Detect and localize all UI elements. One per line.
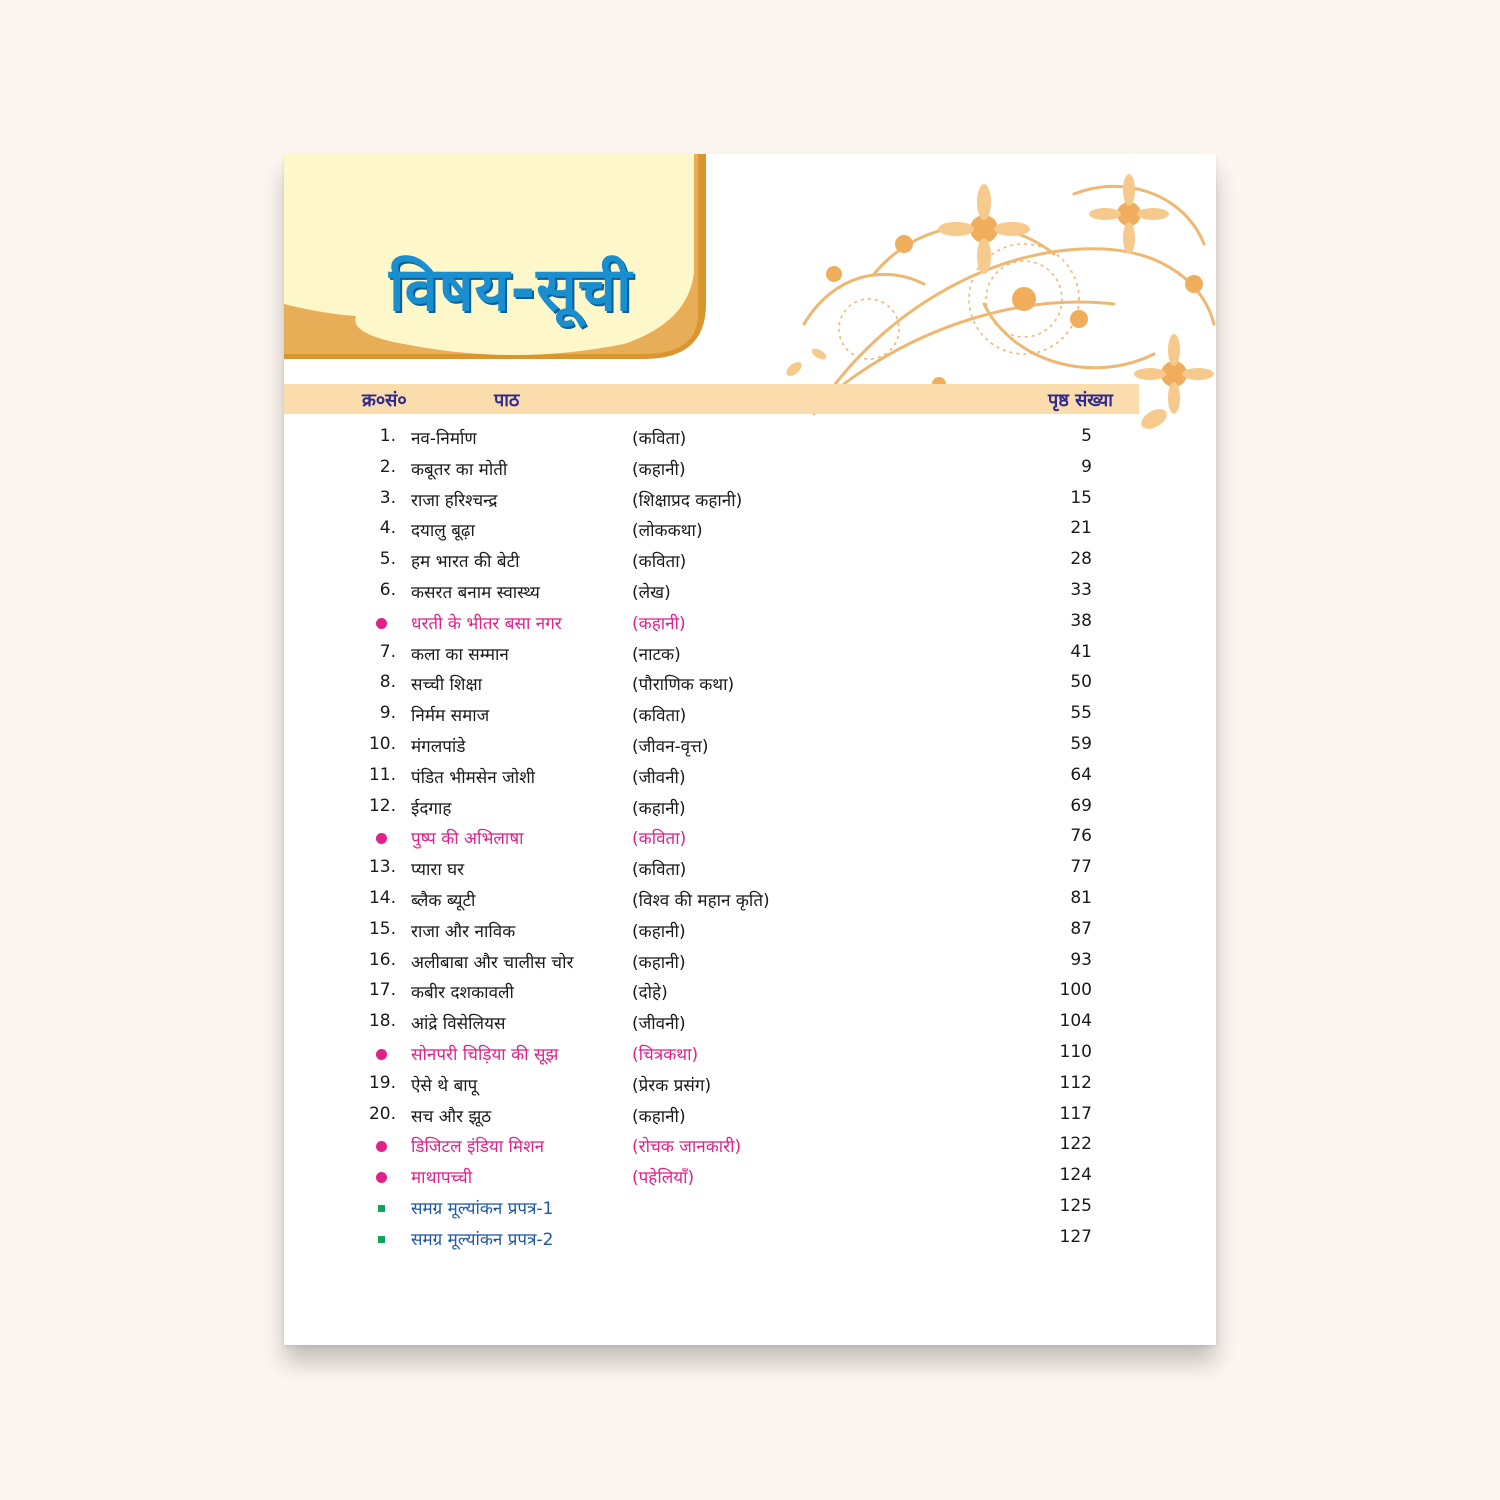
bullet-square-icon xyxy=(378,1236,385,1243)
row-genre: (पहेलियाँ) xyxy=(632,1168,695,1189)
row-title: आंद्रे विसेलियस xyxy=(411,1014,506,1035)
row-page: 76 xyxy=(1070,826,1092,847)
row-title: प्यारा घर xyxy=(411,860,465,881)
row-page: 104 xyxy=(1059,1011,1092,1032)
row-genre: (कविता) xyxy=(632,829,687,850)
row-number: 14. xyxy=(368,887,396,908)
row-page: 122 xyxy=(1059,1134,1092,1155)
row-title: कसरत बनाम स्वास्थ्य xyxy=(411,582,540,603)
row-title: ईदगाह xyxy=(411,798,452,819)
toc-row xyxy=(284,1223,1216,1254)
row-genre: (जीवनी) xyxy=(632,767,686,788)
toc-row xyxy=(284,884,1216,915)
row-title: कबीर दशकावली xyxy=(411,983,514,1004)
row-page: 15 xyxy=(1070,487,1092,508)
row-page: 64 xyxy=(1070,764,1092,785)
toc-row xyxy=(284,484,1216,515)
row-title: दयालु बूढ़ा xyxy=(411,521,475,542)
row-number: 16. xyxy=(368,949,396,970)
row-number: 12. xyxy=(368,795,396,816)
row-page: 59 xyxy=(1070,733,1092,754)
row-number: 3. xyxy=(379,487,396,508)
toc-row xyxy=(284,1161,1216,1192)
row-page: 33 xyxy=(1070,579,1092,600)
row-number: 7. xyxy=(379,641,396,662)
row-number: 2. xyxy=(379,456,396,477)
row-number: 13. xyxy=(368,857,396,878)
toc-row xyxy=(284,638,1216,669)
row-title: अलीबाबा और चालीस चोर xyxy=(411,952,574,973)
row-number: 8. xyxy=(379,672,396,693)
row-page: 5 xyxy=(1081,426,1092,446)
row-page: 41 xyxy=(1070,641,1092,662)
row-genre: (कहानी) xyxy=(632,952,686,973)
row-title: समग्र मूल्यांकन प्रपत्र-2 xyxy=(411,1229,554,1250)
row-page: 81 xyxy=(1070,887,1092,908)
toc-row xyxy=(284,1130,1216,1161)
row-title: राजा हरिश्चन्द्र xyxy=(411,490,498,511)
row-number: 18. xyxy=(368,1011,396,1032)
row-title: कला का सम्मान xyxy=(411,644,509,665)
toc-row xyxy=(284,792,1216,823)
row-genre: (कविता) xyxy=(632,552,687,573)
row-page: 21 xyxy=(1070,518,1092,539)
page-title: विषय-सूची xyxy=(389,255,633,325)
toc-row xyxy=(284,545,1216,576)
bullet-dot-icon xyxy=(376,1049,387,1060)
row-number: 1. xyxy=(379,426,396,446)
table-header-band xyxy=(284,384,1139,414)
toc-row xyxy=(284,1007,1216,1038)
row-page: 127 xyxy=(1059,1226,1092,1247)
row-title: धरती के भीतर बसा नगर xyxy=(411,613,562,634)
row-page: 124 xyxy=(1059,1165,1092,1186)
row-title: ब्लैक ब्यूटी xyxy=(411,890,476,911)
row-page: 117 xyxy=(1059,1103,1092,1124)
row-page: 38 xyxy=(1070,610,1092,631)
row-genre: (शिक्षाप्रद कहानी) xyxy=(632,490,743,511)
bullet-dot-icon xyxy=(376,833,387,844)
row-genre: (पौराणिक कथा) xyxy=(632,675,735,696)
row-page: 125 xyxy=(1059,1195,1092,1216)
toc-row xyxy=(284,453,1216,484)
toc-row xyxy=(284,976,1216,1007)
row-genre: (कहानी) xyxy=(632,921,686,942)
row-title: नव-निर्माण xyxy=(411,429,477,449)
row-page: 50 xyxy=(1070,672,1092,693)
row-number: 19. xyxy=(368,1072,396,1093)
row-genre: (विश्व की महान कृति) xyxy=(632,890,770,911)
row-page: 112 xyxy=(1059,1072,1092,1093)
row-page: 77 xyxy=(1070,857,1092,878)
row-genre: (चित्रकथा) xyxy=(632,1044,699,1065)
row-page: 110 xyxy=(1059,1041,1092,1062)
row-genre: (लोककथा) xyxy=(632,521,703,542)
toc-row xyxy=(284,1069,1216,1100)
row-title: समग्र मूल्यांकन प्रपत्र-1 xyxy=(411,1198,554,1219)
row-genre: (दोहे) xyxy=(632,983,668,1004)
toc-row xyxy=(284,853,1216,884)
toc-row xyxy=(284,607,1216,638)
bullet-dot-icon xyxy=(376,1172,387,1183)
row-page: 93 xyxy=(1070,949,1092,970)
toc-row xyxy=(284,699,1216,730)
row-title: सोनपरी चिड़िया की सूझ xyxy=(411,1044,559,1065)
row-genre: (नाटक) xyxy=(632,644,681,665)
row-number: 9. xyxy=(379,703,396,724)
row-title: सच और झूठ xyxy=(411,1106,492,1127)
header-serial-number: क्र०सं० xyxy=(362,390,407,411)
row-genre: (कविता) xyxy=(632,706,687,727)
row-number: 4. xyxy=(379,518,396,539)
toc-row xyxy=(284,1038,1216,1069)
toc-row xyxy=(284,576,1216,607)
row-page: 100 xyxy=(1059,980,1092,1001)
row-genre: (कविता) xyxy=(632,429,687,449)
row-title: ऐसे थे बापू xyxy=(411,1075,478,1096)
row-genre: (कविता) xyxy=(632,860,687,881)
row-page: 55 xyxy=(1070,703,1092,724)
row-genre: (कहानी) xyxy=(632,613,686,634)
row-number: 20. xyxy=(368,1103,396,1124)
row-number: 17. xyxy=(368,980,396,1001)
toc-page xyxy=(284,154,1216,1345)
row-title: माथापच्ची xyxy=(411,1168,473,1189)
row-page: 9 xyxy=(1081,456,1092,477)
row-title: कबूतर का मोती xyxy=(411,459,508,480)
header-lesson: पाठ xyxy=(494,390,520,411)
toc-row xyxy=(284,915,1216,946)
row-genre: (रोचक जानकारी) xyxy=(632,1137,742,1158)
row-genre: (प्रेरक प्रसंग) xyxy=(632,1075,712,1096)
row-title: निर्मम समाज xyxy=(411,706,490,727)
bullet-square-icon xyxy=(378,1205,385,1212)
row-number: 6. xyxy=(379,579,396,600)
row-title: पुष्प की अभिलाषा xyxy=(411,829,524,850)
bullet-dot-icon xyxy=(376,618,387,629)
row-page: 28 xyxy=(1070,549,1092,570)
toc-row xyxy=(284,730,1216,761)
toc-row xyxy=(284,946,1216,977)
row-number: 15. xyxy=(368,918,396,939)
toc-list xyxy=(284,422,1216,1254)
toc-row xyxy=(284,1192,1216,1223)
toc-row xyxy=(284,514,1216,545)
toc-row xyxy=(284,668,1216,699)
row-title: हम भारत की बेटी xyxy=(411,552,520,573)
toc-row xyxy=(284,761,1216,792)
row-title: सच्ची शिक्षा xyxy=(411,675,483,696)
row-title: डिजिटल इंडिया मिशन xyxy=(411,1137,545,1158)
toc-row xyxy=(284,822,1216,853)
row-genre: (कहानी) xyxy=(632,1106,686,1127)
row-genre: (कहानी) xyxy=(632,798,686,819)
toc-row xyxy=(284,422,1216,453)
row-title: मंगलपांडे xyxy=(411,736,466,757)
row-number: 5. xyxy=(379,549,396,570)
row-page: 87 xyxy=(1070,918,1092,939)
row-genre: (जीवन-वृत्त) xyxy=(632,736,709,757)
bullet-dot-icon xyxy=(376,1141,387,1152)
row-genre: (जीवनी) xyxy=(632,1014,686,1035)
row-genre: (लेख) xyxy=(632,582,671,603)
row-page: 69 xyxy=(1070,795,1092,816)
toc-row xyxy=(284,1100,1216,1131)
header-page-number: पृष्ठ संख्या xyxy=(1048,390,1113,411)
row-title: पंडित भीमसेन जोशी xyxy=(411,767,536,788)
row-number: 11. xyxy=(368,764,396,785)
row-genre: (कहानी) xyxy=(632,459,686,480)
row-title: राजा और नाविक xyxy=(411,921,516,942)
row-number: 10. xyxy=(368,733,396,754)
